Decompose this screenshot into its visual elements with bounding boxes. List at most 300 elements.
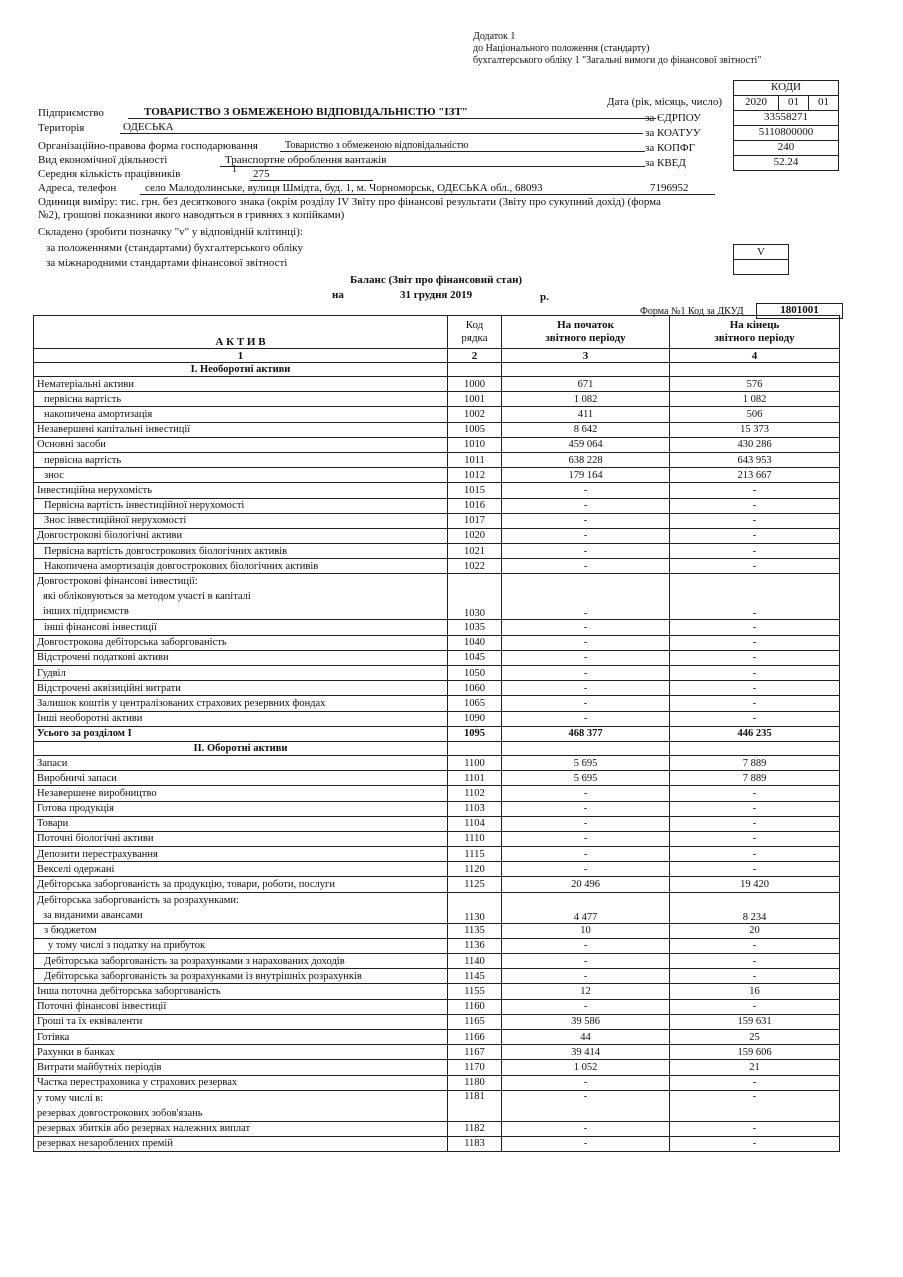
row-label: Поточні біологічні активи [34,831,448,846]
row-label: Товари [34,816,448,831]
appendix-line: Додаток 1 [473,31,516,42]
row-label: у тому числі з податку на прибуток [34,938,448,953]
row-label-line: резервах довгострокових зобов'язань [37,1107,203,1119]
table-row [34,1014,840,1029]
value-end: 430 286 [670,437,840,452]
value-begin: - [502,1075,670,1090]
row-label: Поточні фінансові інвестиції [34,999,448,1014]
row-code: 1002 [448,407,502,422]
value-begin: - [502,1090,670,1121]
value-end: - [670,528,840,543]
value-begin: - [502,1136,670,1151]
row-label-line: Дебіторська заборгованість за розрахунками: [37,894,239,906]
activity-value: Транспортне оброблення вантажів [220,154,645,167]
value-end: 16 [670,984,840,999]
legal-form-label: Організаційно-правова форма господарювання [38,140,258,152]
row-label: Гудвіл [34,666,448,681]
codes-header: КОДИ [733,80,839,96]
balance-body [34,363,840,1152]
row-label: Інвестиційна нерухомість [34,483,448,498]
value-end: - [670,938,840,953]
section-row [34,741,840,755]
table-row [34,422,840,437]
value-begin: 5 695 [502,755,670,770]
row-code: 1065 [448,696,502,711]
row-label: Первісна вартість довгострокових біологічних активів [34,544,448,559]
empty-cell [448,363,502,377]
value-begin: 468 377 [502,726,670,741]
table-row [34,544,840,559]
row-code: 1166 [448,1029,502,1044]
value-end: - [670,650,840,665]
value-end: - [670,711,840,726]
row-label: Залишок коштів у централізованих страхових резервних фондах [34,696,448,711]
employees-mark: 1 [232,164,237,175]
row-code: 1011 [448,452,502,467]
row-label-line: за виданими авансами [43,909,143,921]
row-label: Рахунки в банках [34,1045,448,1060]
compiled-ifrs: за міжнародними стандартами фінансової звітності [46,257,288,269]
appendix-note [473,31,761,67]
table-row [34,771,840,786]
value-end: - [670,816,840,831]
code-header-line: рядка [461,332,488,344]
row-code: 1160 [448,999,502,1014]
end-header-line: На кінець [729,319,780,331]
row-label: Відстрочені податкові активи [34,650,448,665]
value-begin: 1 082 [502,392,670,407]
value-begin: - [502,650,670,665]
row-code: 1181 [448,1090,502,1121]
value-begin: 1 052 [502,1060,670,1075]
code-header [448,316,502,349]
row-label-line: інших підприємств [43,606,129,618]
row-label: Векселі одержані [34,862,448,877]
value-begin: - [502,1121,670,1136]
value-begin: 20 496 [502,877,670,892]
value-begin: - [502,938,670,953]
row-label [34,1090,448,1121]
row-label: Довгострокова дебіторська заборгованість [34,635,448,650]
employees-value: 275 [250,168,373,181]
date-day: 01 [808,95,839,111]
row-code: 1022 [448,559,502,574]
section-title: І. Необоротні активи [34,363,448,377]
table-row [34,681,840,696]
title-date: 31 грудня 2019 [400,289,473,301]
row-label-line: які обліковуються за методом участі в капіталі [43,591,251,603]
value-end: - [670,681,840,696]
table-row [34,984,840,999]
row-label: Виробничі запаси [34,771,448,786]
row-label: первісна вартість [34,452,448,467]
value-begin: - [502,513,670,528]
value-end: 159 606 [670,1045,840,1060]
value-end: 21 [670,1060,840,1075]
row-code: 1125 [448,877,502,892]
row-label: знос [34,468,448,483]
row-label [34,574,448,620]
row-label: Інші необоротні активи [34,711,448,726]
table-row [34,377,840,392]
compiled-national: за положеннями (стандартами) бухгалтерського обліку [46,242,303,254]
row-code: 1010 [448,437,502,452]
value-end: 446 235 [670,726,840,741]
value-begin: 12 [502,984,670,999]
value-begin: - [502,635,670,650]
value-begin: 39 414 [502,1045,670,1060]
row-label: Усього за розділом І [34,726,448,741]
value-begin: - [502,999,670,1014]
value-begin: 39 586 [502,1014,670,1029]
table-row [34,1060,840,1075]
date-year: 2020 [733,95,779,111]
kved-code: 52.24 [733,155,839,171]
value-begin: - [502,801,670,816]
row-label: Запаси [34,755,448,770]
row-label: Відстрочені аквізиційні витрати [34,681,448,696]
value-begin: 638 228 [502,452,670,467]
value-end: 576 [670,377,840,392]
table-row [34,1090,840,1121]
value-end: 1 082 [670,392,840,407]
table-row [34,437,840,452]
table-row [34,498,840,513]
value-end: - [670,666,840,681]
koatuu-code: 5110800000 [733,125,839,141]
row-code: 1045 [448,650,502,665]
value-end: - [670,635,840,650]
appendix-line: бухгалтерського обліку 1 "Загальні вимоги до фінансової звітності" [473,55,762,66]
table-row [34,1045,840,1060]
row-code: 1102 [448,786,502,801]
table-row [34,666,840,681]
row-label: Готівка [34,1029,448,1044]
compiled-national-checkbox[interactable]: V [733,244,789,260]
row-code: 1180 [448,1075,502,1090]
table-row [34,407,840,422]
row-label: Дебіторська заборгованість за розрахунками з нарахованих доходів [34,954,448,969]
value-end: - [670,559,840,574]
table-row [34,969,840,984]
row-label: Готова продукція [34,801,448,816]
value-end: 213 667 [670,468,840,483]
value-end: - [670,969,840,984]
table-row [34,1121,840,1136]
row-label: Довгострокові біологічні активи [34,528,448,543]
value-begin: - [502,862,670,877]
row-label: Незавершені капітальні інвестиції [34,422,448,437]
value-begin: - [502,969,670,984]
empty-cell [502,363,670,377]
table-row [34,938,840,953]
table-row [34,786,840,801]
form-code: 1801001 [756,303,843,319]
value-end: - [670,1090,840,1121]
row-code: 1020 [448,528,502,543]
kopfg-code: 240 [733,140,839,156]
row-code: 1001 [448,392,502,407]
value-end: - [670,847,840,862]
value-begin: - [502,681,670,696]
col-num-4: 4 [670,349,840,363]
section-row [34,363,840,377]
table-row [34,483,840,498]
row-code: 1135 [448,923,502,938]
table-row [34,877,840,892]
row-code: 1021 [448,544,502,559]
table-row [34,862,840,877]
kopfg-label: за КОПФГ [645,142,695,154]
value-end: - [670,954,840,969]
row-code: 1167 [448,1045,502,1060]
row-label: Основні засоби [34,437,448,452]
value-begin: 671 [502,377,670,392]
edrpou-code: 33558271 [733,110,839,126]
compiled-label: Складено (зробити позначку "v" у відповідній клітинці): [38,226,303,238]
value-begin: - [502,544,670,559]
value-end: - [670,999,840,1014]
value-end: 15 373 [670,422,840,437]
table-row [34,559,840,574]
value-begin: 4 477 [502,892,670,923]
empty-cell [670,363,840,377]
empty-cell [448,741,502,755]
row-label: резервах збитків або резервах належних виплат [34,1121,448,1136]
compiled-ifrs-checkbox[interactable] [733,259,789,275]
row-code: 1115 [448,847,502,862]
value-end: - [670,513,840,528]
row-label: інші фінансові інвестиції [34,620,448,635]
row-code: 1165 [448,1014,502,1029]
section-title: ІІ. Оборотні активи [34,741,448,755]
row-label: Інша поточна дебіторська заборгованість [34,984,448,999]
end-header [670,316,840,349]
row-code: 1120 [448,862,502,877]
row-code: 1012 [448,468,502,483]
value-end: - [670,483,840,498]
table-row [34,452,840,467]
row-code: 1155 [448,984,502,999]
value-end: - [670,696,840,711]
row-label: Частка перестраховика у страхових резервах [34,1075,448,1090]
begin-header-line: звітного періоду [545,332,626,344]
value-begin: - [502,711,670,726]
col-num-2: 2 [448,349,502,363]
table-row [34,528,840,543]
row-label: Витрати майбутніх періодів [34,1060,448,1075]
row-label: первісна вартість [34,392,448,407]
col-num-1: 1 [34,349,448,363]
appendix-line: до Національного положення (стандарту) [473,43,650,54]
value-begin: - [502,620,670,635]
table-row [34,620,840,635]
asset-header-text: А К Т И В [215,336,266,348]
enterprise-name: ТОВАРИСТВО З ОБМЕЖЕНОЮ ВІДПОВІДАЛЬНІСТЮ "ІЗТ" [128,106,656,119]
table-row [34,801,840,816]
row-code: 1016 [448,498,502,513]
row-code: 1100 [448,755,502,770]
value-begin: - [502,816,670,831]
row-code: 1035 [448,620,502,635]
value-end: - [670,1136,840,1151]
begin-header-line: На початок [557,319,614,331]
year-suffix: р. [540,291,549,303]
row-code: 1103 [448,801,502,816]
table-row [34,1136,840,1151]
value-begin: - [502,831,670,846]
value-begin: 411 [502,407,670,422]
value-begin: - [502,696,670,711]
row-code: 1000 [448,377,502,392]
value-end: - [670,862,840,877]
value-end: - [670,544,840,559]
table-row [34,726,840,741]
document-title: Баланс (Звіт про фінансовий стан) [350,274,523,286]
row-code: 1030 [448,574,502,620]
territory-value: ОДЕСЬКА [120,121,643,134]
table-row [34,513,840,528]
table-row [34,711,840,726]
phone-value: 7196952 [650,182,689,194]
value-end: - [670,574,840,620]
value-end: 506 [670,407,840,422]
row-label [34,892,448,923]
row-label-line: Довгострокові фінансові інвестиції: [37,576,198,588]
address-value [140,182,715,195]
value-begin: 10 [502,923,670,938]
date-label: Дата (рік, місяць, число) [607,96,723,108]
table-row [34,574,840,620]
begin-header [502,316,670,349]
row-code: 1095 [448,726,502,741]
date-month: 01 [778,95,809,111]
row-label: Знос інвестиційної нерухомості [34,513,448,528]
asset-header [34,316,448,349]
table-row [34,923,840,938]
row-label: з бюджетом [34,923,448,938]
value-end: - [670,1121,840,1136]
row-code: 1183 [448,1136,502,1151]
legal-form-value: Товариство з обмеженою відповідальністю [280,140,645,152]
value-begin: - [502,666,670,681]
table-row [34,755,840,770]
row-label: Депозити перестрахування [34,847,448,862]
empty-cell [670,741,840,755]
koatuu-label: за КОАТУУ [645,127,701,139]
empty-cell [502,741,670,755]
value-end: 159 631 [670,1014,840,1029]
row-label: Первісна вартість інвестиційної нерухомості [34,498,448,513]
value-begin: 8 642 [502,422,670,437]
value-end: - [670,786,840,801]
row-code: 1005 [448,422,502,437]
value-begin: - [502,559,670,574]
row-code: 1090 [448,711,502,726]
table-row [34,954,840,969]
row-code: 1145 [448,969,502,984]
value-begin: - [502,528,670,543]
row-code: 1015 [448,483,502,498]
row-code: 1170 [448,1060,502,1075]
row-code: 1040 [448,635,502,650]
value-begin: 5 695 [502,771,670,786]
table-row [34,696,840,711]
table-row [34,999,840,1014]
row-label-line: у тому числі в: [37,1092,104,1104]
row-code: 1017 [448,513,502,528]
value-begin: 44 [502,1029,670,1044]
unit-line: Одиниця виміру: тис. грн. без десяткового знака (окрім розділу IV Звіту про фінансові результати (Звіту про сукупний дохід) (форма [38,196,661,208]
value-end: - [670,831,840,846]
row-code: 1182 [448,1121,502,1136]
table-row [34,816,840,831]
value-end: 25 [670,1029,840,1044]
edrpou-label: за ЄДРПОУ [645,112,701,124]
code-header-line: Код [465,319,484,331]
value-end: 20 [670,923,840,938]
row-code: 1136 [448,938,502,953]
value-end: 7 889 [670,755,840,770]
kved-label: за КВЕД [645,157,686,169]
row-code: 1060 [448,681,502,696]
value-begin: - [502,498,670,513]
value-begin: - [502,786,670,801]
value-end: 19 420 [670,877,840,892]
table-row [34,847,840,862]
table-row [34,650,840,665]
row-label: Дебіторська заборгованість за розрахунками із внутрішніх розрахунків [34,969,448,984]
row-label: Нематеріальні активи [34,377,448,392]
balance-table [33,315,840,1152]
value-end: 643 953 [670,452,840,467]
value-begin: 459 064 [502,437,670,452]
employees-label: Середня кількість працівників [38,168,181,180]
value-begin: - [502,574,670,620]
on-label: на [332,289,344,301]
value-end: 8 234 [670,892,840,923]
row-code: 1110 [448,831,502,846]
address-text: село Малодолинське, вулиця Шмідта, буд. 1, м. Чорноморськ, ОДЕСЬКА обл., 68093 [145,182,543,194]
row-label: Незавершене виробництво [34,786,448,801]
value-end: - [670,801,840,816]
row-code: 1140 [448,954,502,969]
table-row [34,831,840,846]
address-label: Адреса, телефон [38,182,117,194]
table-row [34,892,840,923]
value-begin: - [502,954,670,969]
value-end: 7 889 [670,771,840,786]
row-label: накопичена амортизація [34,407,448,422]
row-code: 1104 [448,816,502,831]
row-label: Дебіторська заборгованість за продукцію, товари, роботи, послуги [34,877,448,892]
row-label: Накопичена амортизація довгострокових біологічних активів [34,559,448,574]
table-row [34,1029,840,1044]
row-label: резервах незароблених премій [34,1136,448,1151]
table-row [34,1075,840,1090]
end-header-line: звітного періоду [714,332,795,344]
value-end: - [670,1075,840,1090]
value-end: - [670,620,840,635]
table-row [34,635,840,650]
row-code: 1130 [448,892,502,923]
territory-label: Територія [38,122,85,134]
unit-note [38,196,661,222]
value-begin: - [502,483,670,498]
row-code: 1101 [448,771,502,786]
row-label: Гроші та їх еквіваленти [34,1014,448,1029]
enterprise-label: Підприємство [38,107,104,119]
